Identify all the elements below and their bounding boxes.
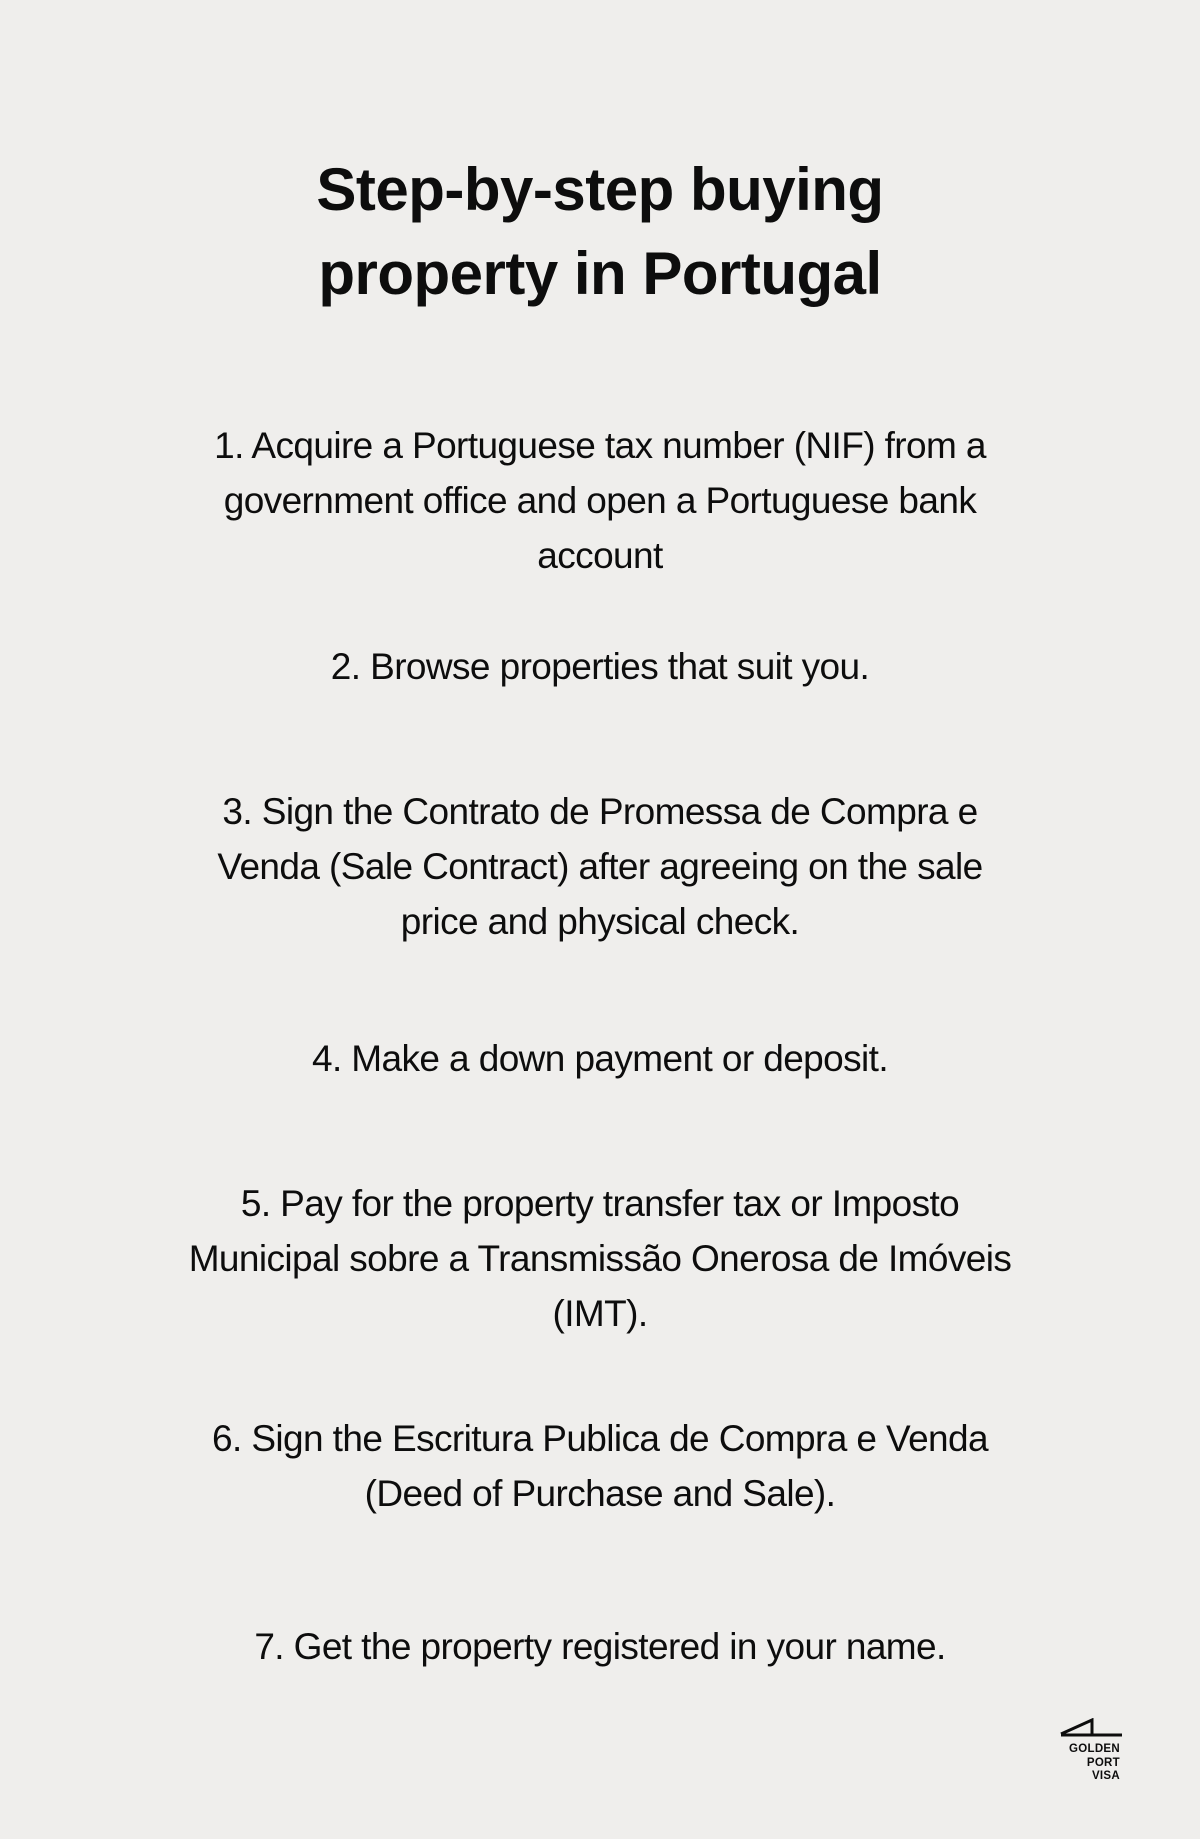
step-4 xyxy=(100,1031,1100,1086)
step-1-line-2: government office and open a Portuguese bank xyxy=(223,480,977,521)
step-6 xyxy=(100,1411,1100,1521)
step-2 xyxy=(100,639,1100,694)
step-5-line-1: 5. Pay for the property transfer tax or Imposto xyxy=(240,1183,960,1224)
golden-port-visa-logo xyxy=(1058,1718,1128,1790)
step-4-line-1: 4. Make a down payment or deposit. xyxy=(311,1038,889,1079)
step-6-line-1: 6. Sign the Escritura Publica de Compra e Venda xyxy=(212,1418,988,1459)
step-5-line-2: Municipal sobre a Transmissão Onerosa de Imóveis xyxy=(188,1238,1012,1279)
step-2-line-1: 2. Browse properties that suit you. xyxy=(330,646,870,687)
step-3-line-1: 3. Sign the Contrato de Promessa de Compra e xyxy=(222,791,978,832)
step-7 xyxy=(100,1619,1100,1674)
logo-line-3: VISA xyxy=(1091,1770,1120,1782)
step-1-line-3: account xyxy=(537,535,663,576)
step-3 xyxy=(100,784,1100,949)
step-7-line-1: 7. Get the property registered in your name. xyxy=(254,1626,946,1667)
page-title xyxy=(0,148,1200,316)
logo-text xyxy=(1069,1743,1120,1784)
step-3-line-3: price and physical check. xyxy=(400,901,800,942)
step-5 xyxy=(100,1176,1100,1341)
step-6-line-2: (Deed of Purchase and Sale). xyxy=(364,1473,836,1514)
roof-icon xyxy=(1060,1718,1122,1740)
step-3-line-2: Venda (Sale Contract) after agreeing on the sale xyxy=(217,846,983,887)
title-line-1: Step-by-step buying xyxy=(316,156,884,223)
logo-line-2: PORT xyxy=(1086,1756,1120,1769)
step-1-line-1: 1. Acquire a Portuguese tax number (NIF) from a xyxy=(214,425,986,466)
step-5-line-3: (IMT). xyxy=(552,1293,648,1334)
title-line-2: property in Portugal xyxy=(318,240,882,307)
logo-line-1: GOLDEN xyxy=(1069,1743,1120,1755)
step-1 xyxy=(100,418,1100,583)
